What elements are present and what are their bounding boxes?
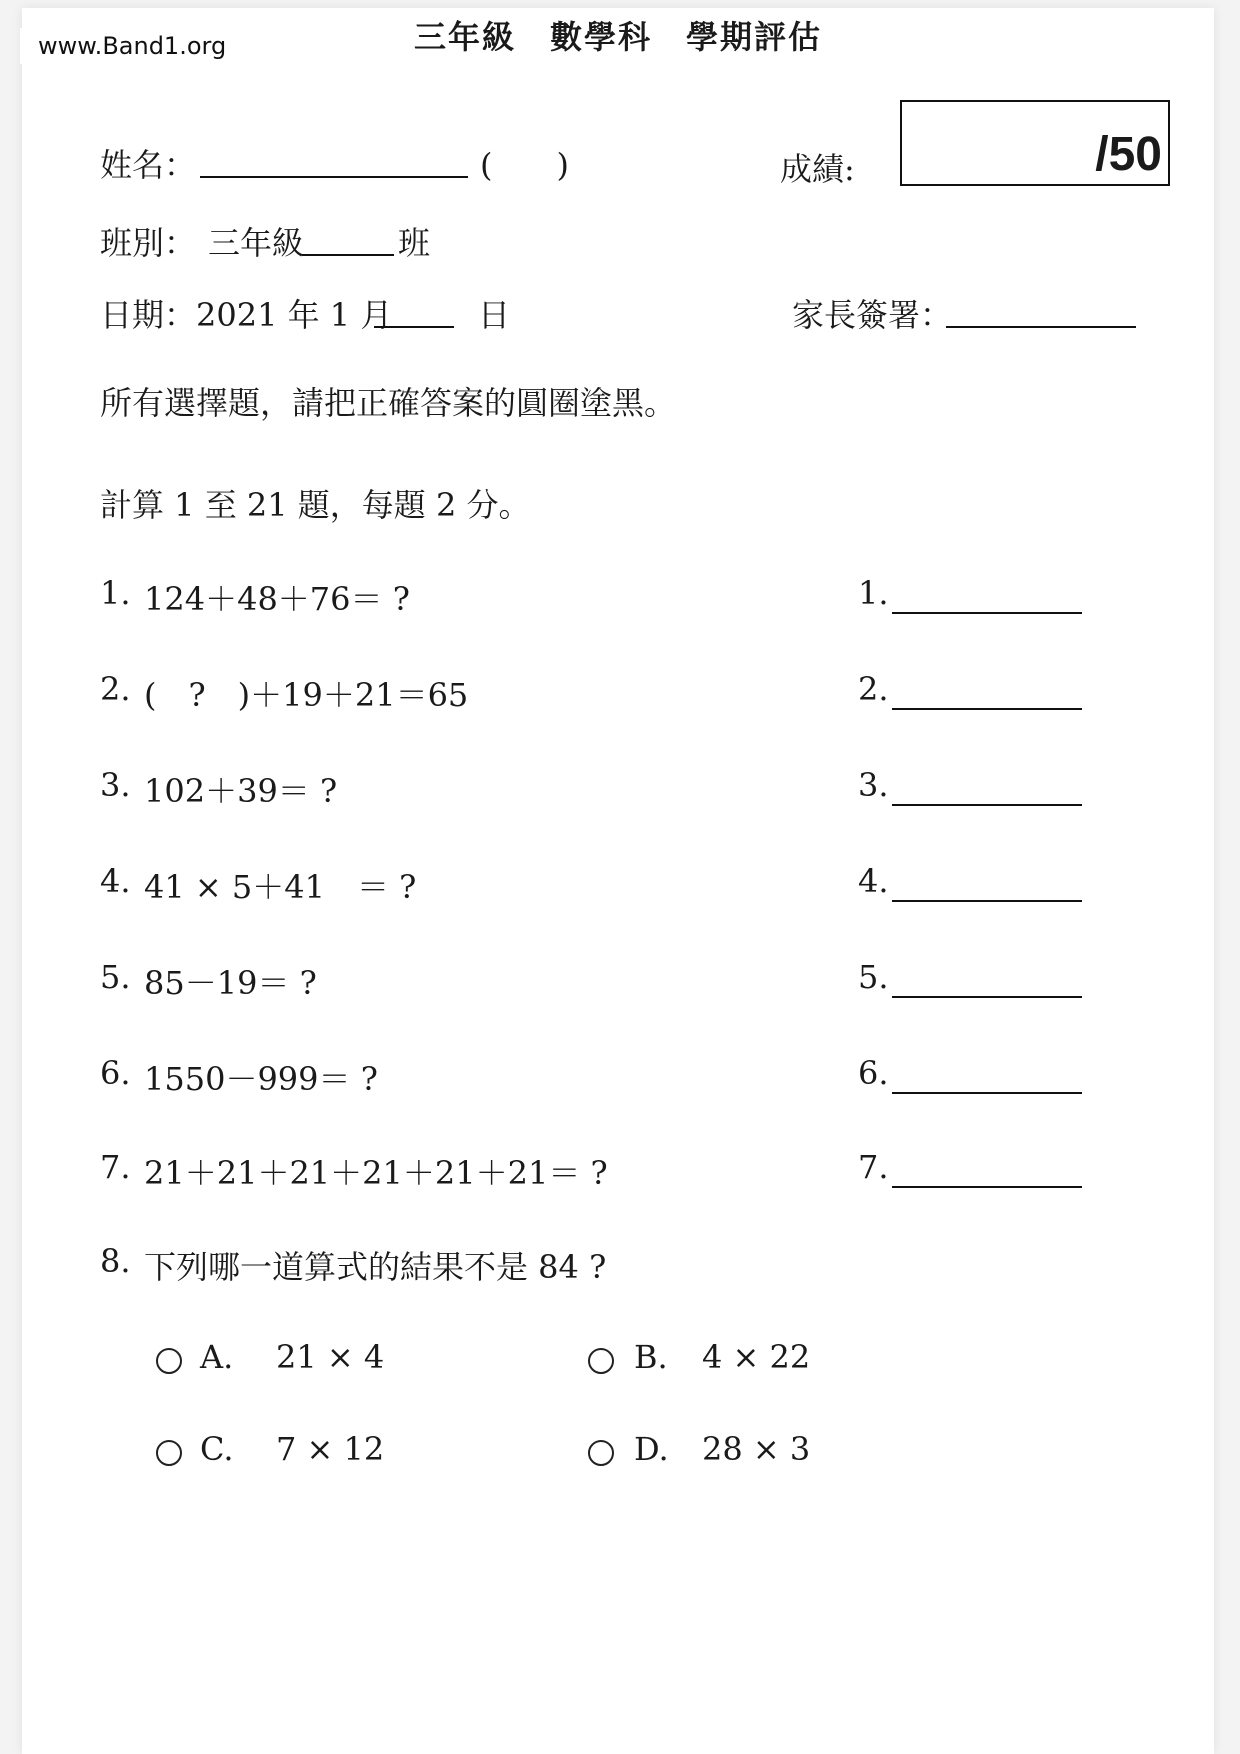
- question-1-number: 1.: [100, 574, 131, 612]
- option-a-expr: 21 × 4: [276, 1338, 385, 1376]
- date-label: 日期：2021 年 1 月: [100, 296, 393, 334]
- answer-7-field[interactable]: [892, 1186, 1082, 1188]
- question-6-text: 1550－999＝ ?: [144, 1060, 378, 1098]
- answer-6-field[interactable]: [892, 1092, 1082, 1094]
- option-b-letter: B.: [634, 1338, 668, 1376]
- question-8-text: 下列哪一道算式的結果不是 84 ?: [144, 1248, 607, 1286]
- answer-1-label: 1.: [858, 574, 889, 612]
- watermark: www.Band1.org: [20, 28, 244, 64]
- option-c-letter: C.: [200, 1430, 234, 1468]
- option-d-expr: 28 × 3: [702, 1430, 811, 1468]
- option-c-radio[interactable]: [156, 1440, 182, 1466]
- question-7-number: 7.: [100, 1148, 131, 1186]
- name-label: 姓名：: [100, 146, 197, 184]
- date-suffix: 日: [478, 296, 511, 334]
- answer-5-label: 5.: [858, 958, 889, 996]
- option-c-expr: 7 × 12: [276, 1430, 385, 1468]
- class-grade: 三年級: [208, 224, 305, 262]
- question-5-text: 85－19＝ ?: [144, 964, 317, 1002]
- option-b-radio[interactable]: [588, 1348, 614, 1374]
- score-box[interactable]: [900, 100, 1170, 186]
- worksheet-page: [22, 8, 1214, 1754]
- option-a-radio[interactable]: [156, 1348, 182, 1374]
- option-b-expr: 4 × 22: [702, 1338, 811, 1376]
- answer-4-label: 4.: [858, 862, 889, 900]
- question-6-number: 6.: [100, 1054, 131, 1092]
- answer-3-label: 3.: [858, 766, 889, 804]
- calc-instruction: 計算 1 至 21 題，每題 2 分。: [100, 486, 531, 524]
- answer-2-field[interactable]: [892, 708, 1082, 710]
- option-d-radio[interactable]: [588, 1440, 614, 1466]
- answer-4-field[interactable]: [892, 900, 1082, 902]
- question-3-text: 102＋39＝ ?: [144, 772, 338, 810]
- option-d-letter: D.: [634, 1430, 669, 1468]
- class-number-paren: ( ): [480, 146, 569, 184]
- class-field[interactable]: [302, 254, 394, 256]
- option-a-letter: A.: [200, 1338, 234, 1376]
- score-total: /50: [1095, 128, 1162, 181]
- date-day-field[interactable]: [374, 326, 454, 328]
- question-2-text: ( ? )＋19＋21＝65: [144, 676, 469, 714]
- mc-instruction: 所有選擇題，請把正確答案的圓圈塗黑。: [100, 384, 677, 422]
- question-7-text: 21＋21＋21＋21＋21＋21＝ ?: [144, 1154, 608, 1192]
- question-8-number: 8.: [100, 1242, 131, 1280]
- question-2-number: 2.: [100, 670, 131, 708]
- question-1-text: 124＋48＋76＝ ?: [144, 580, 410, 618]
- answer-7-label: 7.: [858, 1148, 889, 1186]
- class-label: 班別：: [100, 224, 197, 262]
- question-4-text: 41 × 5＋41 ＝ ?: [144, 868, 417, 906]
- question-5-number: 5.: [100, 958, 131, 996]
- parent-signature-label: 家長簽署：: [792, 296, 953, 334]
- answer-2-label: 2.: [858, 670, 889, 708]
- answer-5-field[interactable]: [892, 996, 1082, 998]
- class-suffix: 班: [398, 224, 431, 262]
- answer-3-field[interactable]: [892, 804, 1082, 806]
- worksheet-title: 三年級 數學科 學期評估: [413, 18, 822, 56]
- answer-1-field[interactable]: [892, 612, 1082, 614]
- parent-signature-field[interactable]: [946, 326, 1136, 328]
- question-3-number: 3.: [100, 766, 131, 804]
- question-4-number: 4.: [100, 862, 131, 900]
- score-label: 成績:: [780, 150, 855, 188]
- answer-6-label: 6.: [858, 1054, 889, 1092]
- name-field[interactable]: [200, 176, 468, 178]
